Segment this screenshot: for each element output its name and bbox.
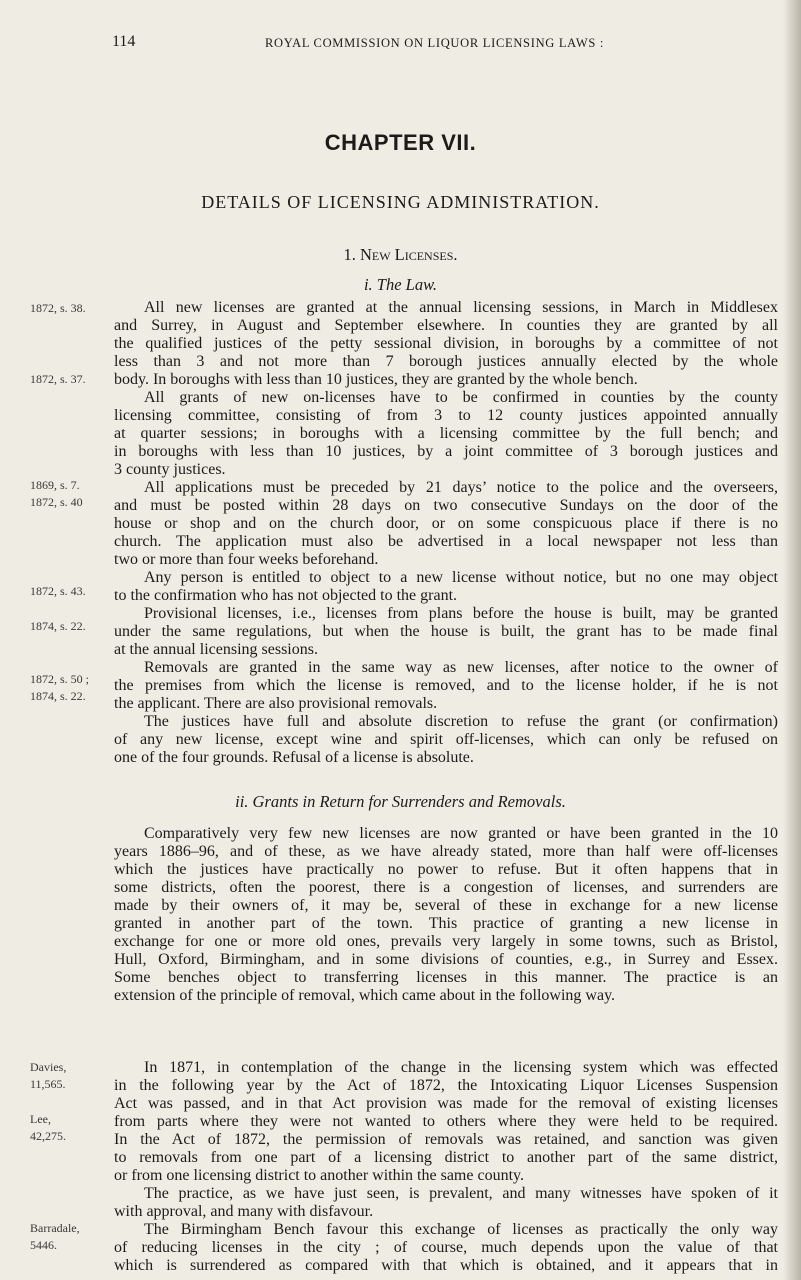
text-line: Act was passed, and in that Act provision was made for the removal of existing licenses bbox=[114, 1095, 778, 1112]
chapter-title: DETAILS OF LICENSING ADMINISTRATION. bbox=[201, 192, 600, 212]
text-line: The Birmingham Bench favour this exchange of licenses as practically the only way bbox=[144, 1221, 778, 1238]
text-line: Some benches object to transferring licenses in this manner. The practice is an bbox=[114, 969, 778, 986]
margin-note: 1872, s. 50 ; bbox=[30, 672, 90, 686]
margin-note: 1872, s. 43. bbox=[30, 584, 86, 598]
text-line: body. In boroughs with less than 10 justices, they are granted by the whole bench. bbox=[114, 371, 638, 388]
text-line: Hull, Oxford, Birmingham, and in some divisions of counties, e.g., in Surrey and Essex. bbox=[114, 951, 778, 968]
text-line: with approval, and many with disfavour. bbox=[114, 1203, 374, 1220]
margin-note: 1872, s. 40 bbox=[30, 495, 83, 509]
text-line: one of the four grounds. Refusal of a license is absolute. bbox=[114, 749, 474, 766]
subsection-heading-grants: ii. Grants in Return for Surrenders and Removals. bbox=[235, 792, 566, 811]
text-line: under the same regulations, but when the house is built, the grant has to be made final bbox=[114, 623, 778, 640]
text-line: from parts where they were not wanted to others where they were held to be required. bbox=[114, 1113, 778, 1130]
text-line: the applicant. There are also provisional removals. bbox=[114, 695, 438, 712]
text-line: two or more than four weeks beforehand. bbox=[114, 551, 379, 568]
margin-note: 1872, s. 38. bbox=[30, 301, 86, 315]
page-number: 114 bbox=[112, 33, 136, 50]
margin-note: 1872, s. 37. bbox=[30, 372, 86, 386]
text-line: which the justices have practically no power to refuse. But it often happens that in bbox=[114, 861, 778, 878]
text-line: 3 county justices. bbox=[114, 461, 226, 478]
margin-note: Lee, bbox=[30, 1112, 51, 1126]
margin-note: Barradale, bbox=[30, 1221, 80, 1235]
text-line: some districts, often the poorest, there is a congestion of licenses, and surrenders are bbox=[114, 879, 778, 896]
text-line: Comparatively very few new licenses are now granted or have been granted in the 10 bbox=[144, 825, 778, 842]
text-line: made by their owners of, it may be, several of these in exchange for a new license bbox=[114, 897, 778, 914]
text-line: The practice, as we have just seen, is prevalent, and many witnesses have spoken of it bbox=[144, 1185, 778, 1202]
text-line: church. The application must also be advertised in a local newspaper not less than bbox=[114, 533, 778, 550]
text-line: In 1871, in contemplation of the change in the licensing system which was effected bbox=[144, 1059, 778, 1076]
margin-note: 1874, s. 22. bbox=[30, 689, 86, 703]
text-line: extension of the principle of removal, which came about in the following way. bbox=[114, 987, 616, 1004]
chapter-heading: CHAPTER VII. bbox=[324, 130, 477, 155]
text-line: All new licenses are granted at the annual licensing sessions, in March in Middlesex bbox=[144, 299, 778, 316]
section-heading-new-licenses: 1. New Licenses. bbox=[343, 245, 458, 264]
margin-note: 11,565. bbox=[30, 1077, 66, 1091]
text-line: and must be posted within 28 days on two consecutive Sundays on the door of the bbox=[114, 497, 778, 514]
text-line: licensing committee, consisting of from 3 to 12 county justices appointed annually bbox=[114, 407, 778, 424]
text-line: exchange for one or more old ones, prevails very largely in some towns, such as Bristol, bbox=[114, 933, 778, 950]
page-header bbox=[0, 33, 801, 53]
text-line: The justices have full and absolute discretion to refuse the grant (or confirmation) bbox=[144, 713, 778, 730]
text-line: In the Act of 1872, the permission of removals was retained, and sanction was given bbox=[114, 1131, 778, 1148]
text-line: which is surrendered as compared with that which is obtained, and it appears that in bbox=[114, 1257, 778, 1274]
text-line: in the following year by the Act of 1872, the Intoxicating Liquor Licenses Suspension bbox=[114, 1077, 778, 1094]
text-line: granted in another part of the town. This practice of granting a new license in bbox=[114, 915, 778, 932]
text-line: to removals from one part of a licensing district to another part of the same district, bbox=[114, 1149, 778, 1166]
text-line: in boroughs with less than 10 justices, by a joint committee of 3 borough justices and bbox=[114, 443, 778, 460]
text-line: or from one licensing district to another within the same county. bbox=[114, 1167, 524, 1184]
text-line: at quarter sessions; in boroughs with a licensing committee by the full bench; and bbox=[114, 425, 778, 442]
text-line: Removals are granted in the same way as new licenses, after notice to the owner of bbox=[144, 659, 778, 676]
subsection-heading-the-law: i. The Law. bbox=[363, 275, 438, 294]
margin-note: 1869, s. 7. bbox=[30, 478, 80, 492]
text-line: of reducing licenses in the city ; of course, much depends upon the value of that bbox=[114, 1239, 778, 1256]
running-title: ROYAL COMMISSION ON LIQUOR LICENSING LAWS : bbox=[265, 36, 605, 50]
text-line: Provisional licenses, i.e., licenses from plans before the house is built, may be granted bbox=[144, 605, 778, 622]
text-line: the premises from which the license is removed, and to the license holder, if he is not bbox=[114, 677, 778, 694]
margin-note: 42,275. bbox=[30, 1129, 66, 1143]
text-line: at the annual licensing sessions. bbox=[114, 641, 318, 658]
text-line: of any new license, except wine and spirit off-licenses, which can only be refused on bbox=[114, 731, 778, 748]
text-line: All grants of new on-licenses have to be confirmed in counties by the county bbox=[144, 389, 778, 406]
text-line: the qualified justices of the petty sessional division, in boroughs by a committee of not bbox=[114, 335, 778, 352]
text-line: Any person is entitled to object to a new license without notice, but no one may object bbox=[144, 569, 778, 586]
text-line: house or shop and on the church door, or on some conspicuous place if there is no bbox=[114, 515, 778, 532]
text-line: and Surrey, in August and September elsewhere. In counties they are granted by all bbox=[114, 317, 778, 334]
margin-note: 1874, s. 22. bbox=[30, 619, 86, 633]
margin-note: 5446. bbox=[30, 1238, 57, 1252]
text-line: less than 3 and not more than 7 borough justices annually elected by the whole bbox=[114, 353, 778, 370]
margin-note: Davies, bbox=[30, 1060, 67, 1074]
text-line: to the confirmation who has not objected to the grant. bbox=[114, 587, 458, 604]
text-line: years 1886–96, and of these, as we have already stated, more than half were off-licenses bbox=[114, 843, 778, 860]
text-line: All applications must be preceded by 21 days’ notice to the police and the overseers, bbox=[144, 479, 778, 496]
